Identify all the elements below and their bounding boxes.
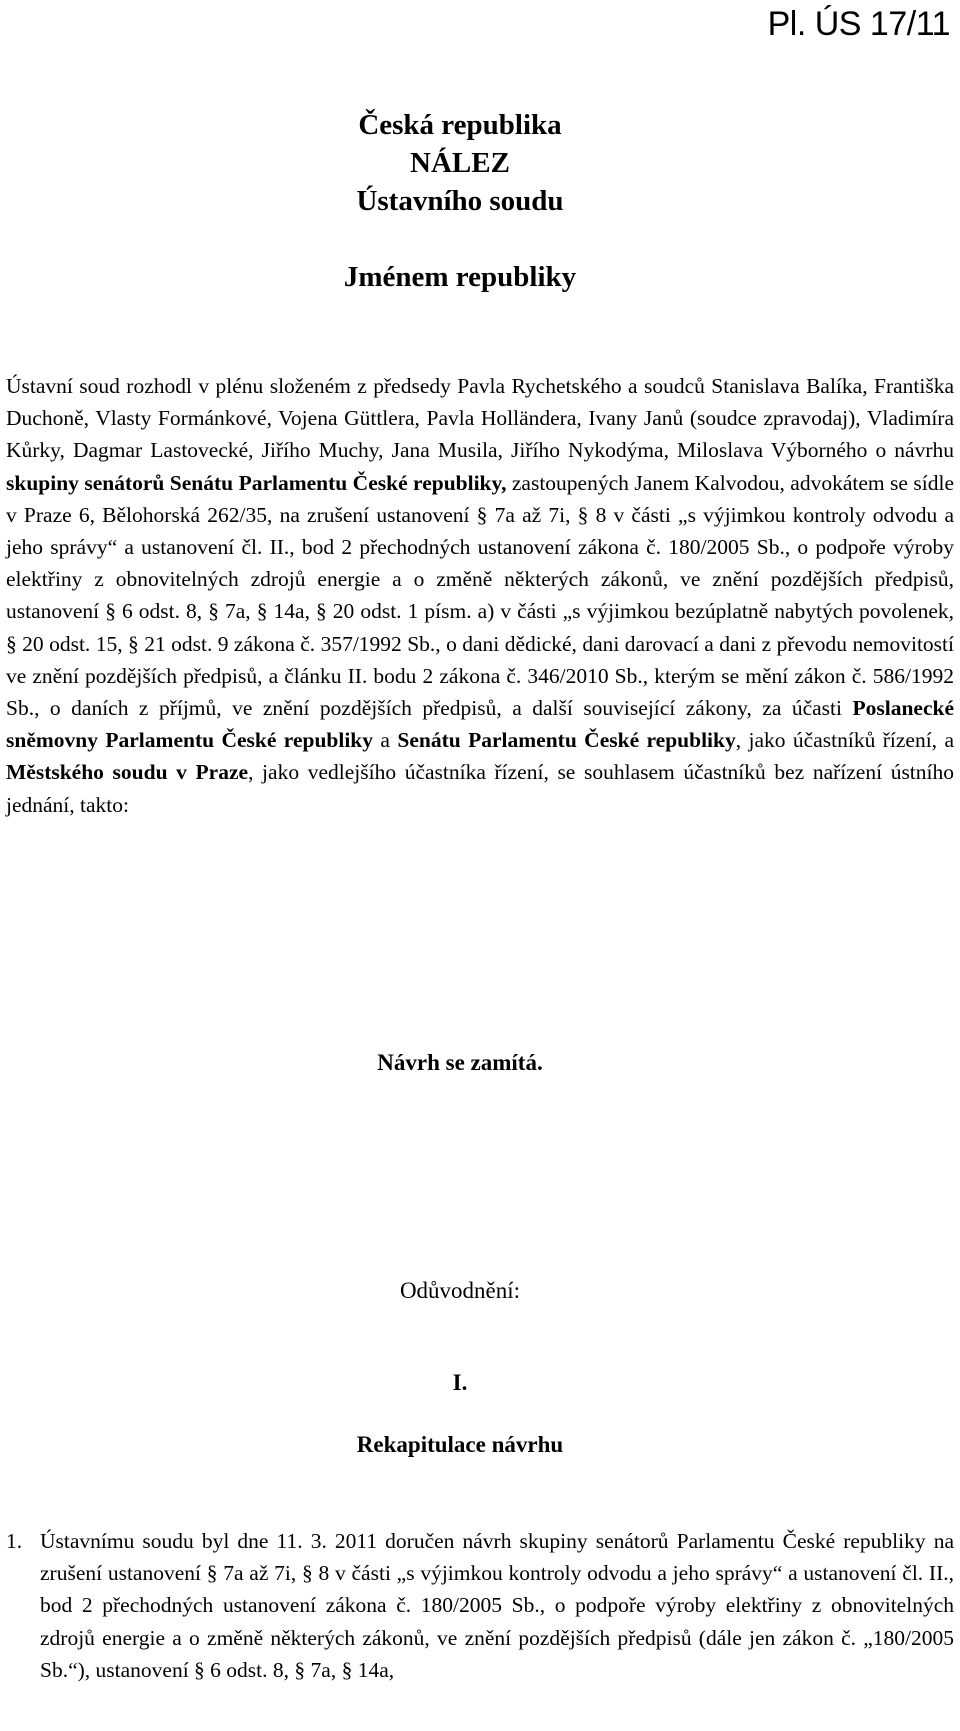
section-number: I. <box>452 1370 468 1395</box>
title-court: Ústavního soudu <box>356 185 564 217</box>
verdict: Návrh se zamítá. <box>377 1050 543 1075</box>
intro-text-5: , jako vedlejšího účastníka řízení, se souhlasem účastníků bez nařízení ústního jednání, takto: <box>6 760 955 817</box>
reasoning-heading: Odůvodnění: <box>399 1278 521 1303</box>
title-country: Česká republika <box>358 109 562 141</box>
intro-text-4: , jako účastníků řízení, a <box>735 728 954 753</box>
intro-bold-chamber-of-deputies: Poslanecké sněmovny Parlamentu České republiky <box>6 696 954 753</box>
section-title: Rekapitulace návrhu <box>356 1432 564 1457</box>
title-document-type: NÁLEZ <box>410 147 510 179</box>
intro-text-2: zastoupených Janem Kalvodou, advokátem se sídle v Praze 6, Bělohorská 262/35, na zrušení ustanovení § 7a až 7i, § 8 v části „s výjimkou kontroly odvodu a jeho správy“ a ustanovení čl. II., bod 2 přechodných ustanovení zákona č. 180/2005 Sb., o podpoře výroby elektřiny z obnovitelných zdrojů energie a o změně některých zákonů, ve znění pozdějších předpisů, ustanovení § 6 odst. 8, § 7a, § 14a, § 20 odst. 1 písm. a) v části „s výjimkou bezúplatně nabytých povolenek, § 20 odst. 15, § 21 odst. 9 zákona č. 357/1992 Sb., o dani dědické, dani darovací a dani z převodu nemovitostí ve znění pozdějších předpisů, a článku II. bodu 2 zákona č. 346/2010 Sb., kterým se mění zákon č. 586/1992 Sb., o daních z příjmů, ve znění pozdějších předpisů, a další související zákony, za účasti <box>6 470 954 721</box>
list-item <box>6 1525 954 1686</box>
intro-text-3: a <box>373 728 398 753</box>
intro-text-1: Ústavní soud rozhodl v plénu složeném z předsedy Pavla Rychetského a soudců Stanislava Balíka, Františka Duchoně, Vlasty Formánkové, Vojena Güttlera, Pavla Holländera, Ivany Janů (soudce zpravodaj), Vladimíra Kůrky, Dagmar Lastovecké, Jiřího Muchy, Jana Musila, Jiřího Nykodýma, Miloslava Výborného o návrhu <box>6 374 954 463</box>
intro-bold-petitioners: skupiny senátorů Senátu Parlamentu České republiky, <box>6 470 507 495</box>
list-item-number: 1. <box>6 1529 23 1553</box>
intro-bold-municipal-court: Městského soudu v Praze <box>6 760 249 785</box>
numbered-list <box>6 1525 954 1686</box>
intro-bold-senate: Senátu Parlamentu České republiky <box>397 728 736 753</box>
intro-paragraph <box>6 370 954 821</box>
case-number: Pl. ÚS 17/11 <box>767 5 950 43</box>
title-in-the-name: Jménem republiky <box>343 261 577 293</box>
list-item-text: Ústavnímu soudu byl dne 11. 3. 2011 doručen návrh skupiny senátorů Parlamentu České republiky na zrušení ustanovení § 7a až 7i, § 8 v části „s výjimkou kontroly odvodu a jeho správy“ a ustanovení čl. II., bod 2 přechodných ustanovení zákona č. 180/2005 Sb., o podpoře výroby elektřiny z obnovitelných zdrojů energie a o změně některých zákonů, ve znění pozdějších předpisů (dále jen zákon č. „180/2005 Sb.“), ustanovení § 6 odst. 8, § 7a, § 14a, <box>40 1529 954 1682</box>
